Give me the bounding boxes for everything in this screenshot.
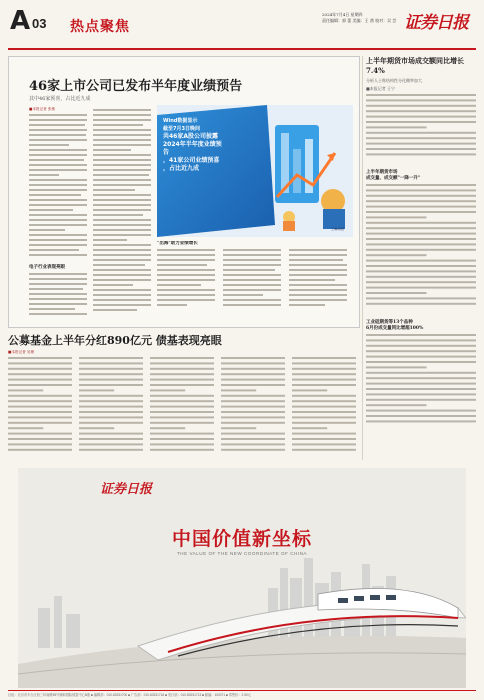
right-article-title: 上半年期货市场成交额同比增长7.4%	[366, 56, 464, 75]
text-lines	[93, 107, 151, 319]
masthead-logo: 证券日报	[404, 13, 468, 33]
text-line	[292, 390, 327, 392]
infographic-line-3: 共46家A股公司披露	[163, 133, 218, 140]
text-line	[8, 390, 43, 392]
text-line	[8, 384, 72, 386]
text-line	[292, 449, 356, 451]
text-line	[150, 384, 214, 386]
text-line	[8, 374, 72, 376]
text-line	[8, 444, 72, 446]
text-line	[292, 411, 356, 413]
text-line	[366, 206, 476, 208]
text-line	[366, 200, 476, 202]
text-line	[79, 428, 114, 430]
text-line	[150, 406, 214, 408]
text-line	[8, 411, 72, 413]
text-line	[366, 361, 476, 363]
text-line	[8, 422, 72, 424]
text-line	[79, 390, 114, 392]
text-line	[366, 410, 476, 412]
text-line	[221, 357, 285, 359]
text-line	[366, 195, 476, 197]
text-line	[8, 401, 72, 403]
header-meta-date: 2024年7月4日 星期四	[322, 12, 363, 17]
text-line	[366, 420, 476, 422]
text-line	[366, 303, 476, 305]
advertisement	[18, 468, 466, 688]
second-article-byline: ■本报记者 吴珊	[8, 350, 35, 354]
text-line	[292, 422, 356, 424]
text-line	[79, 368, 143, 370]
text-line	[221, 363, 285, 365]
main-article-title: 46家上市公司已发布半年度业绩预告	[29, 79, 243, 94]
header-meta-editors: 责任编辑：郭 蕾 美编：王 茜 校对：吴 芸	[322, 18, 397, 23]
right-subhead-1-line-1: 上半年期货市场	[366, 170, 398, 175]
text-line	[366, 254, 427, 256]
text-line	[366, 281, 476, 283]
second-article-body	[8, 350, 358, 460]
main-subhead-1: 电子行业表现亮眼	[29, 264, 65, 270]
text-line	[221, 379, 285, 381]
infographic-line-5: ，41家公司业绩预喜	[163, 157, 220, 164]
text-line	[366, 243, 476, 245]
column-separator	[362, 56, 363, 460]
text-line	[150, 401, 214, 403]
text-line	[366, 297, 476, 299]
text-line	[366, 404, 427, 406]
text-line	[366, 126, 427, 128]
text-line	[292, 406, 356, 408]
text-line	[8, 449, 72, 451]
second-article	[8, 350, 358, 460]
text-line	[79, 444, 143, 446]
right-subhead-1-line-2: 成交量、成交额"一降一升"	[366, 176, 421, 181]
text-line	[79, 384, 143, 386]
infographic-line-1: Wind数据显示	[163, 118, 198, 124]
text-line	[292, 363, 356, 365]
text-line	[221, 422, 285, 424]
main-col-2	[93, 107, 151, 323]
text-line	[150, 428, 185, 430]
text-line	[292, 417, 356, 419]
section-letter: A	[10, 6, 31, 36]
text-line	[366, 393, 476, 395]
text-line	[221, 395, 285, 397]
text-line	[79, 401, 143, 403]
text-line	[366, 227, 476, 229]
text-lines	[366, 182, 476, 312]
text-line	[366, 377, 476, 379]
text-line	[366, 356, 476, 358]
page-header	[8, 8, 476, 52]
text-line	[366, 339, 476, 341]
text-line	[150, 449, 214, 451]
text-line	[366, 265, 476, 267]
text-line	[366, 132, 476, 134]
ad-background	[18, 468, 466, 688]
text-line	[150, 433, 214, 435]
text-line	[366, 292, 427, 294]
text-line	[366, 334, 476, 336]
text-line	[292, 357, 356, 359]
text-lines	[29, 112, 87, 262]
text-line	[366, 350, 476, 352]
text-line	[221, 401, 285, 403]
text-line	[366, 211, 476, 213]
text-line	[150, 444, 214, 446]
header-meta	[322, 12, 402, 24]
text-line	[292, 368, 356, 370]
infographic-credit: 王琳/制图	[331, 227, 345, 231]
text-line	[366, 184, 476, 186]
text-line	[79, 406, 143, 408]
text-lines	[8, 355, 358, 455]
text-lines	[29, 271, 87, 321]
text-lines	[366, 92, 476, 162]
text-line	[79, 363, 143, 365]
text-line	[8, 379, 72, 381]
main-subhead-2: "出海"助力业绩增长	[157, 241, 198, 246]
infographic-text	[163, 117, 227, 173]
text-line	[366, 372, 476, 374]
text-line	[79, 422, 143, 424]
text-line	[150, 417, 214, 419]
text-line	[150, 438, 214, 440]
text-line	[79, 395, 143, 397]
text-line	[366, 366, 427, 368]
text-line	[79, 374, 143, 376]
text-line	[8, 417, 72, 419]
text-line	[366, 249, 476, 251]
main-article	[8, 56, 360, 328]
text-lines	[366, 332, 476, 432]
text-line	[292, 433, 356, 435]
text-line	[79, 357, 143, 359]
text-line	[79, 433, 143, 435]
text-line	[366, 270, 476, 272]
section-name: 热点聚焦	[70, 19, 130, 35]
infographic-line-2: 截至7月3日晚间	[163, 126, 200, 132]
text-line	[366, 99, 476, 101]
text-line	[221, 406, 285, 408]
infographic-line-4: 2024年半年度业绩预告	[163, 141, 222, 156]
text-line	[79, 449, 143, 451]
text-line	[366, 110, 476, 112]
text-line	[366, 388, 476, 390]
text-line	[221, 374, 285, 376]
text-line	[79, 379, 143, 381]
text-line	[8, 395, 72, 397]
text-line	[366, 222, 476, 224]
text-line	[366, 153, 476, 155]
text-line	[292, 438, 356, 440]
page-footer: 社址：北京市丰台区西三环南路55号顺和国际财富中心B座 ■ 编辑部：010-83251700 ■ 广告部：010-83251716 ■ 发行部：010-83251713 ■ 邮编：100071 ■ 零售价：2.50元	[8, 690, 476, 700]
text-line	[366, 287, 476, 289]
text-line	[366, 216, 427, 218]
text-line	[8, 363, 72, 365]
text-line	[150, 363, 214, 365]
ad-subheadline: THE VALUE OF THE NEW COORDINATE OF CHINA	[176, 551, 307, 556]
text-line	[221, 449, 285, 451]
text-line	[366, 105, 476, 107]
header-rule	[8, 48, 476, 50]
text-line	[292, 444, 356, 446]
right-column-article	[366, 56, 476, 460]
text-line	[366, 233, 476, 235]
text-line	[366, 143, 476, 145]
right-article-byline: ■本报记者 王宁	[366, 86, 396, 91]
text-line	[8, 368, 72, 370]
text-line	[150, 422, 214, 424]
ad-headline: 中国价值新坐标	[171, 528, 312, 550]
text-line	[79, 411, 143, 413]
text-line	[79, 417, 143, 419]
text-line	[150, 411, 214, 413]
text-line	[292, 379, 356, 381]
main-col-5	[299, 241, 353, 323]
text-line	[221, 428, 256, 430]
text-line	[221, 411, 285, 413]
text-line	[292, 384, 356, 386]
text-line	[221, 444, 285, 446]
text-line	[8, 428, 43, 430]
text-line	[8, 433, 72, 435]
text-line	[366, 189, 476, 191]
text-line	[221, 384, 285, 386]
text-line	[366, 399, 476, 401]
main-article-subtitle: 其中46家预喜，占比近九成	[29, 96, 91, 102]
text-line	[221, 417, 285, 419]
text-line	[221, 433, 285, 435]
text-line	[292, 401, 356, 403]
text-line	[366, 238, 476, 240]
text-line	[150, 395, 214, 397]
text-line	[366, 148, 476, 150]
text-line	[366, 94, 476, 96]
text-line	[292, 395, 356, 397]
text-line	[366, 383, 476, 385]
text-line	[292, 374, 356, 376]
text-line	[8, 438, 72, 440]
text-line	[8, 406, 72, 408]
text-line	[150, 379, 214, 381]
text-line	[366, 121, 476, 123]
infographic-line-6: ，占比近九成	[163, 165, 200, 172]
right-subhead-1	[366, 170, 476, 182]
text-line	[150, 390, 185, 392]
right-subhead-2-line-1: 工业硅期货等13个品种	[366, 320, 413, 325]
text-line	[221, 368, 285, 370]
main-byline: ■本报记者 张敏	[29, 107, 56, 111]
main-col-1	[29, 107, 87, 323]
text-line	[150, 368, 214, 370]
right-article-subtitle: 分析人士称结构性分化概率加大	[366, 78, 422, 83]
text-line	[292, 428, 327, 430]
text-line	[366, 260, 476, 262]
text-line	[366, 276, 476, 278]
text-line	[366, 415, 476, 417]
text-line	[79, 438, 143, 440]
second-article-title: 公募基金上半年分红890亿元 债基表现亮眼	[8, 334, 222, 347]
right-subhead-2	[366, 320, 476, 332]
text-line	[150, 374, 214, 376]
text-line	[8, 357, 72, 359]
text-line	[221, 390, 256, 392]
text-line	[366, 345, 476, 347]
text-line	[366, 137, 476, 139]
section-number: 03	[32, 16, 47, 31]
right-subhead-2-line-2: 6月份成交量同比增超100%	[366, 326, 424, 331]
text-line	[366, 116, 476, 118]
text-line	[150, 357, 214, 359]
text-line	[221, 438, 285, 440]
ad-logo: 证券日报	[100, 482, 153, 497]
